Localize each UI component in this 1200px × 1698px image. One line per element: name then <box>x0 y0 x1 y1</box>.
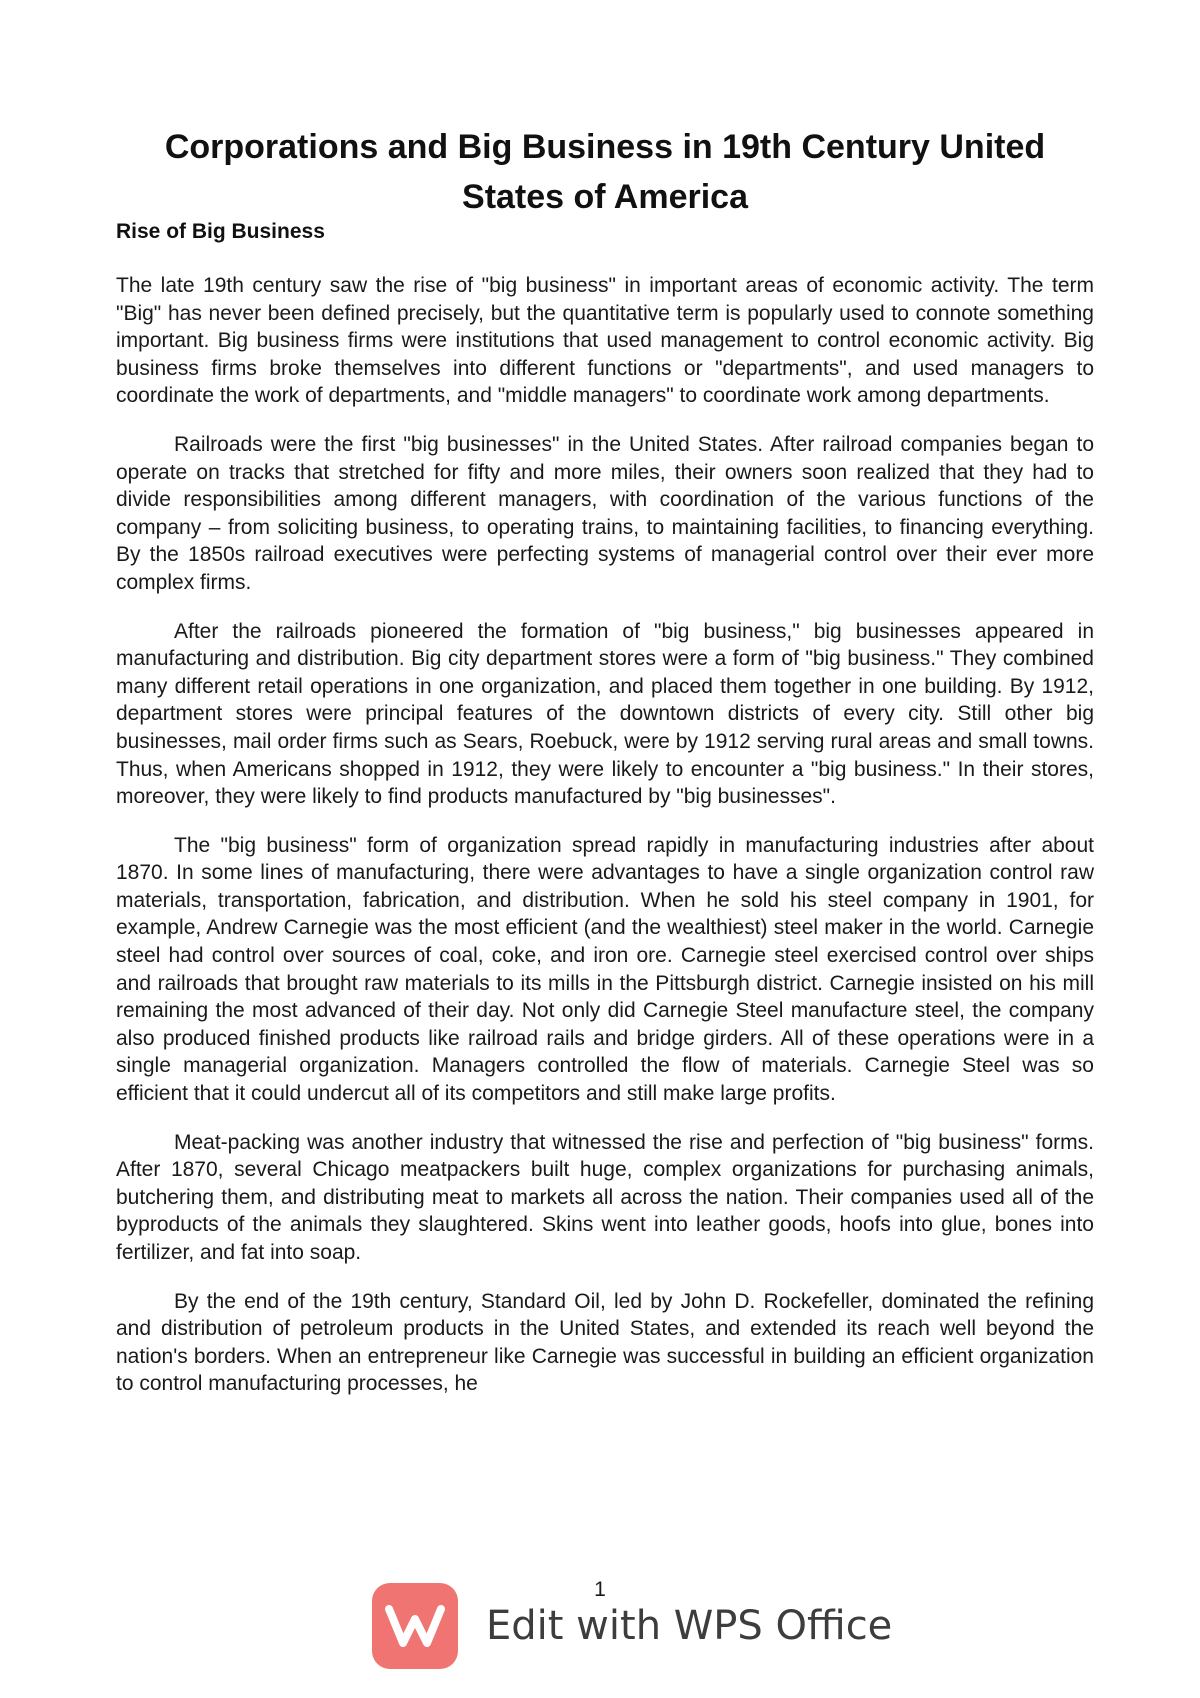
page-number: 1 <box>594 1578 606 1601</box>
paragraph-5: Meat-packing was another industry that witnessed the rise and perfection of "big business" forms. After 1870, several Chicago meatpackers built huge, complex organizations for purchasing animals, butchering them, and distributing meat to markets all across the nation. Their companies used all of the byproducts of the animals they slaughtered. Skins went into leather goods, hoofs into glue, bones into fertilizer, and fat into soap. <box>116 1130 1094 1264</box>
paragraph-3: After the railroads pioneered the formation of "big business," big businesses appeared in manufacturing and distribution. Big city department stores were a form of "big business." They combined many different retail operations in one organization, and placed them together in one building. By 1912, department stores were principal features of the downtown districts of every city. Still other big businesses, mail order firms such as Sears, Roebuck, were by 1912 serving rural areas and small towns. Thus, when Americans shopped in 1912, they were likely to encounter a "big business." In their stores, moreover, they were likely to find products manufactured by "big businesses". <box>116 619 1094 809</box>
section-heading: Rise of Big Business <box>116 220 325 243</box>
paragraph-4: The "big business" form of organization spread rapidly in manufacturing industries after about 1870. In some lines of manufacturing, there were advantages to have a single organization control raw materials, transportation, fabrication, and distribution. When he sold his steel company in 1901, for example, Andrew Carnegie was the most efficient (and the wealthiest) steel maker in the world. Carnegie steel had control over sources of coal, coke, and iron ore. Carnegie steel exercised control over ships and railroads that brought raw materials to its mills in the Pittsburgh district. Carnegie insisted on his mill remaining the most advanced of their day. Not only did Carnegie Steel manufacture steel, the company also produced finished products like railroad rails and bridge girders. All of these operations were in a single managerial organization. Managers controlled the flow of materials. Carnegie Steel was so efficient that it could undercut all of its competitors and still make large profits. <box>116 833 1094 1106</box>
wps-watermark-text: Edit with WPS Office <box>486 1603 893 1649</box>
paragraph-2: Railroads were the first "big businesses" in the United States. After railroad companies began to operate on tracks that stretched for fifty and more miles, their owners soon realized that they had to divide responsibilities among different managers, with coordination of the various functions of the company – from soliciting business, to operating trains, to maintaining facilities, to financing everything. By the 1850s railroad executives were perfecting systems of managerial control over their ever more complex firms. <box>116 432 1094 594</box>
wps-logo-icon <box>372 1583 458 1669</box>
paragraph-1: The late 19th century saw the rise of "big business" in important areas of economic activity. The term "Big" has never been defined precisely, but the quantitative term is popularly used to connote something important. Big business firms were institutions that used management to control economic activity. Big business firms broke themselves into different functions or "departments", and used managers to coordinate the work of departments, and "middle managers" to coordinate work among departments. <box>116 274 1094 408</box>
wps-watermark[interactable] <box>372 1583 892 1669</box>
document-title: Corporations and Big Business in 19th Century United States of America <box>164 128 1046 216</box>
paragraph-6: By the end of the 19th century, Standard Oil, led by John D. Rockefeller, dominated the refining and distribution of petroleum products in the United States, and extended its reach well beyond the nation's borders. When an entrepreneur like Carnegie was successful in building an efficient organization to control manufacturing processes, he <box>116 1289 1094 1396</box>
document-body <box>116 272 1094 1419</box>
